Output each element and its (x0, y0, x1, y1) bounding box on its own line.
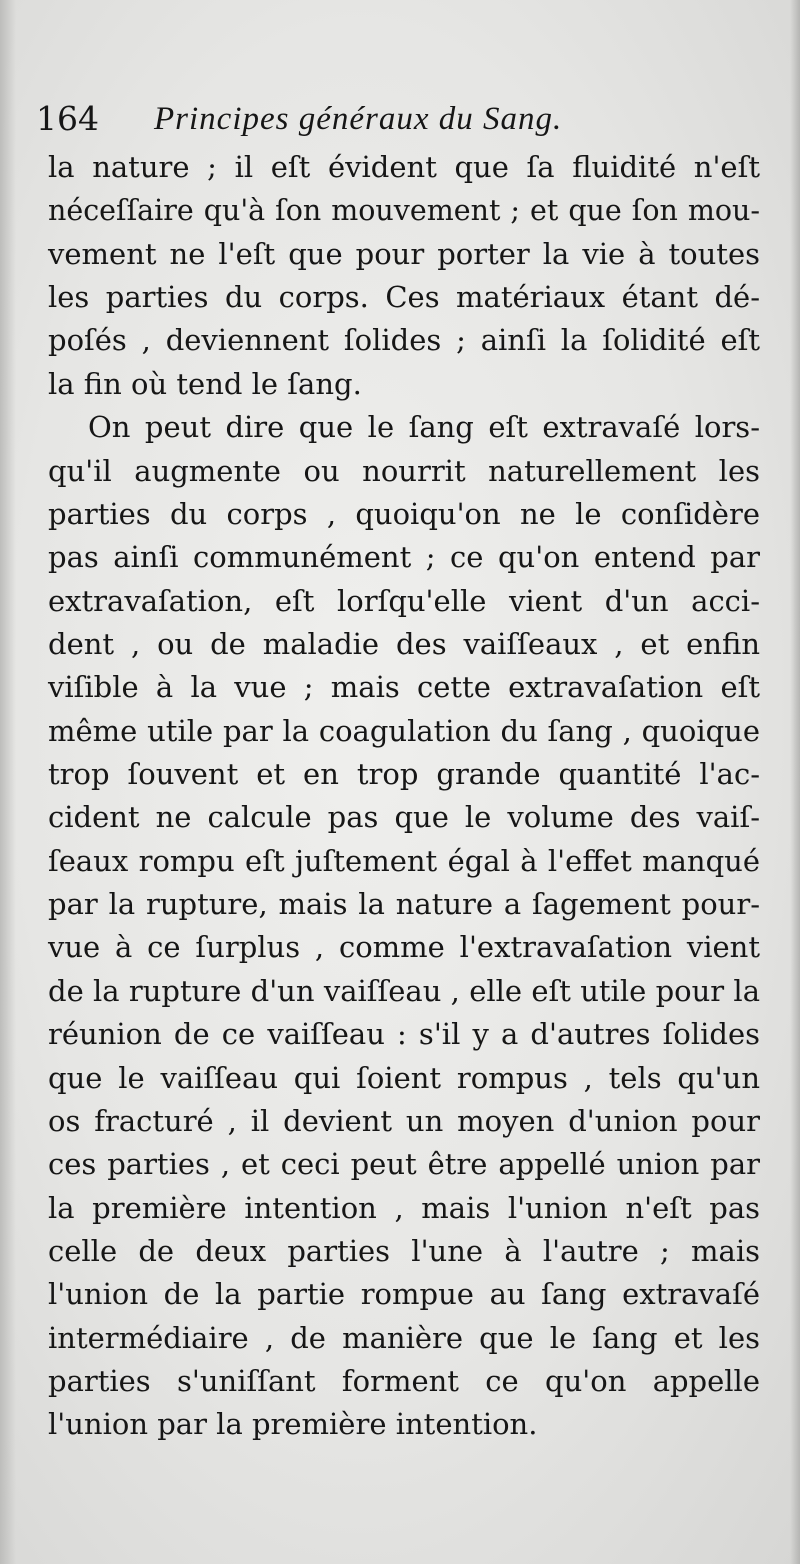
running-title: Principes généraux du Sang. (154, 101, 563, 137)
text-line: la première intention , mais l'union n'eſt pas (48, 1190, 760, 1225)
text-line: os fracturé , il devient un moyen d'union pour (48, 1103, 760, 1138)
text-line: néceſſaire qu'à ſon mouvement ; et que ſon mou- (48, 194, 760, 228)
text-line: que le vaiſſeau qui ſoient rompus , tels qu'un (48, 1060, 760, 1095)
page-number: 164 (36, 99, 99, 138)
text-line: vue à ce ſurplus , comme l'extravaſation vient (48, 930, 760, 965)
text-line: poſés , deviennent ſolides ; ainſi la ſolidité eſt (48, 323, 760, 358)
text-line: ces parties , et ceci peut être appellé union par (48, 1147, 760, 1182)
text-line: la nature ; il eſt évident que ſa fluidité n'eſt (48, 150, 760, 184)
text-line: la fin où tend le ſang. (48, 366, 362, 401)
text-line: réunion de ce vaiſſeau : s'il y a d'autres ſolides (48, 1017, 760, 1052)
text-line: parties s'uniſſant forment ce qu'on appelle (48, 1364, 760, 1399)
text-line: vement ne l'eſt que pour porter la vie à toutes (48, 236, 760, 271)
text-line: l'union de la partie rompue au ſang extravaſé (48, 1277, 760, 1312)
text-line: cident ne calcule pas que le volume des vaiſ- (48, 800, 760, 835)
text-line: ſeaux rompu eſt juſtement égal à l'effet manqué (48, 843, 760, 878)
text-line: les parties du corps. Ces matériaux étant dé- (48, 280, 760, 315)
text-line: par la rupture, mais la nature a ſagement pour- (48, 887, 760, 922)
text-line: intermédiaire , de manière que le ſang et les (48, 1320, 760, 1355)
text-line: dent , ou de maladie des vaiſſeaux , et enfin (48, 626, 760, 661)
text-line: celle de deux parties l'une à l'autre ; mais (48, 1233, 760, 1268)
body-text (48, 146, 760, 1447)
text-line: viſible à la vue ; mais cette extravaſation eſt (48, 670, 760, 705)
text-line: l'union par la première intention. (48, 1407, 538, 1442)
text-line: même utile par la coagulation du ſang , quoique (48, 713, 760, 748)
paragraph-start-line: On peut dire que le ſang eſt extravaſé lors- (88, 410, 760, 445)
text-line: qu'il augmente ou nourrit naturellement les (48, 453, 760, 488)
text-line: pas ainſi communément ; ce qu'on entend par (48, 540, 760, 575)
page-edge-shadow (790, 0, 800, 1564)
page-header (36, 92, 776, 146)
text-line: extravaſation, eſt lorſqu'elle vient d'un acci- (48, 583, 760, 618)
text-line: trop ſouvent et en trop grande quantité l'ac- (48, 757, 760, 792)
page-gutter-shadow (0, 0, 16, 1564)
text-line: parties du corps , quoiqu'on ne le conſidère (48, 496, 760, 531)
text-line: de la rupture d'un vaiſſeau , elle eſt utile pour la (48, 973, 760, 1008)
